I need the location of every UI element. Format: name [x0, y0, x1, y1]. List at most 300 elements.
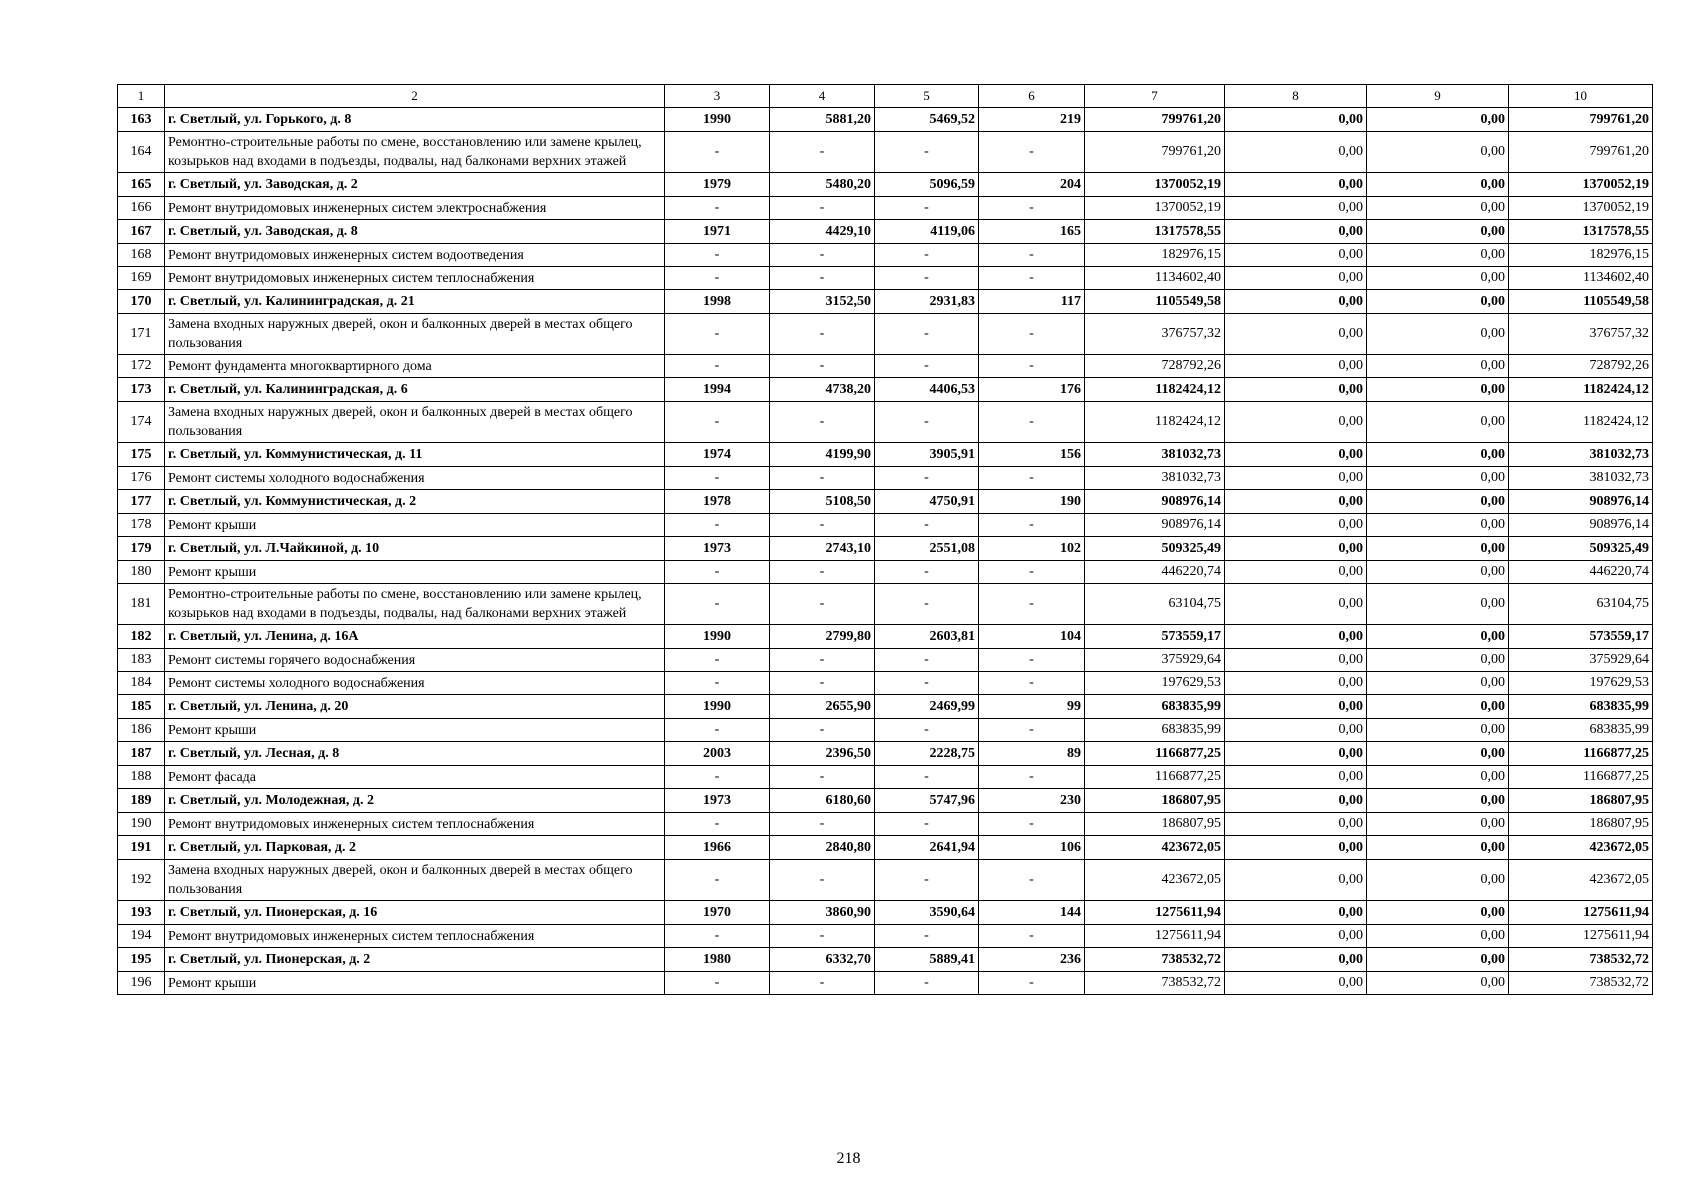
cost-total-cell: 381032,73	[1085, 443, 1225, 467]
federal-funds-cell: 0,00	[1225, 948, 1367, 972]
residents-cell: 106	[979, 836, 1085, 860]
area-living-cell: -	[875, 972, 979, 995]
regional-funds-cell: 0,00	[1367, 789, 1509, 813]
regional-funds-cell: 0,00	[1367, 173, 1509, 197]
residents-cell: -	[979, 719, 1085, 742]
regional-funds-cell: 0,00	[1367, 267, 1509, 290]
area-living-cell: 2469,99	[875, 695, 979, 719]
regional-funds-cell: 0,00	[1367, 672, 1509, 695]
table-body	[118, 85, 1653, 995]
regional-funds-cell: 0,00	[1367, 378, 1509, 402]
residents-cell: -	[979, 649, 1085, 672]
owner-funds-cell: 63104,75	[1509, 584, 1653, 625]
federal-funds-cell: 0,00	[1225, 860, 1367, 901]
area-total-cell: 2799,80	[770, 625, 875, 649]
residents-cell: -	[979, 972, 1085, 995]
year-cell: -	[665, 267, 770, 290]
year-cell: 1994	[665, 378, 770, 402]
cost-total-cell: 683835,99	[1085, 695, 1225, 719]
regional-funds-cell: 0,00	[1367, 402, 1509, 443]
description-cell: г. Светлый, ул. Ленина, д. 20	[165, 695, 665, 719]
description-cell: г. Светлый, ул. Пионерская, д. 2	[165, 948, 665, 972]
residents-cell: -	[979, 267, 1085, 290]
row-number: 188	[118, 766, 165, 789]
area-total-cell: 2655,90	[770, 695, 875, 719]
owner-funds-cell: 1317578,55	[1509, 220, 1653, 244]
area-total-cell: 2396,50	[770, 742, 875, 766]
row-number: 163	[118, 108, 165, 132]
federal-funds-cell: 0,00	[1225, 132, 1367, 173]
regional-funds-cell: 0,00	[1367, 561, 1509, 584]
area-total-cell: 4429,10	[770, 220, 875, 244]
area-living-cell: -	[875, 267, 979, 290]
residents-cell: -	[979, 402, 1085, 443]
description-cell: Замена входных наружных дверей, окон и балконных дверей в местах общего пользования	[165, 402, 665, 443]
owner-funds-cell: 375929,64	[1509, 649, 1653, 672]
cost-total-cell: 1370052,19	[1085, 197, 1225, 220]
address-row	[118, 220, 1653, 244]
work-row	[118, 314, 1653, 355]
cost-total-cell: 1182424,12	[1085, 378, 1225, 402]
area-total-cell: 5108,50	[770, 490, 875, 514]
column-header: 3	[665, 85, 770, 108]
page-number: 218	[836, 1150, 861, 1167]
area-total-cell: -	[770, 584, 875, 625]
row-number: 182	[118, 625, 165, 649]
address-row	[118, 948, 1653, 972]
description-cell: г. Светлый, ул. Калининградская, д. 6	[165, 378, 665, 402]
row-number: 176	[118, 467, 165, 490]
residents-cell: 156	[979, 443, 1085, 467]
regional-funds-cell: 0,00	[1367, 514, 1509, 537]
description-cell: г. Светлый, ул. Коммунистическая, д. 2	[165, 490, 665, 514]
owner-funds-cell: 908976,14	[1509, 490, 1653, 514]
residents-cell: 89	[979, 742, 1085, 766]
row-number: 183	[118, 649, 165, 672]
year-cell: -	[665, 355, 770, 378]
row-number: 170	[118, 290, 165, 314]
regional-funds-cell: 0,00	[1367, 443, 1509, 467]
description-cell: Ремонт внутридомовых инженерных систем водоотведения	[165, 244, 665, 267]
owner-funds-cell: 1134602,40	[1509, 267, 1653, 290]
area-total-cell: -	[770, 860, 875, 901]
area-living-cell: 5469,52	[875, 108, 979, 132]
year-cell: 1973	[665, 789, 770, 813]
cost-total-cell: 1370052,19	[1085, 173, 1225, 197]
work-row	[118, 402, 1653, 443]
cost-total-cell: 1182424,12	[1085, 402, 1225, 443]
year-cell: -	[665, 719, 770, 742]
cost-total-cell: 182976,15	[1085, 244, 1225, 267]
area-living-cell: 3905,91	[875, 443, 979, 467]
cost-total-cell: 738532,72	[1085, 948, 1225, 972]
year-cell: 1973	[665, 537, 770, 561]
work-row	[118, 649, 1653, 672]
row-number: 184	[118, 672, 165, 695]
cost-total-cell: 509325,49	[1085, 537, 1225, 561]
work-row	[118, 197, 1653, 220]
year-cell: 1990	[665, 695, 770, 719]
area-total-cell: -	[770, 355, 875, 378]
description-cell: Ремонт крыши	[165, 514, 665, 537]
residents-cell: 144	[979, 901, 1085, 925]
description-cell: Ремонт внутридомовых инженерных систем электроснабжения	[165, 197, 665, 220]
column-header: 1	[118, 85, 165, 108]
year-cell: -	[665, 672, 770, 695]
cost-total-cell: 446220,74	[1085, 561, 1225, 584]
federal-funds-cell: 0,00	[1225, 402, 1367, 443]
cost-total-cell: 375929,64	[1085, 649, 1225, 672]
cost-total-cell: 573559,17	[1085, 625, 1225, 649]
residents-cell: -	[979, 467, 1085, 490]
row-number: 171	[118, 314, 165, 355]
owner-funds-cell: 376757,32	[1509, 314, 1653, 355]
row-number: 167	[118, 220, 165, 244]
row-number: 186	[118, 719, 165, 742]
description-cell: г. Светлый, ул. Заводская, д. 2	[165, 173, 665, 197]
year-cell: -	[665, 244, 770, 267]
column-header: 7	[1085, 85, 1225, 108]
cost-total-cell: 1317578,55	[1085, 220, 1225, 244]
cost-total-cell: 908976,14	[1085, 490, 1225, 514]
address-row	[118, 836, 1653, 860]
column-header: 5	[875, 85, 979, 108]
description-cell: г. Светлый, ул. Калининградская, д. 21	[165, 290, 665, 314]
year-cell: 1980	[665, 948, 770, 972]
regional-funds-cell: 0,00	[1367, 625, 1509, 649]
area-total-cell: -	[770, 514, 875, 537]
residents-cell: 204	[979, 173, 1085, 197]
row-number: 196	[118, 972, 165, 995]
row-number: 192	[118, 860, 165, 901]
description-cell: Замена входных наружных дверей, окон и балконных дверей в местах общего пользования	[165, 314, 665, 355]
residents-cell: 176	[979, 378, 1085, 402]
cost-total-cell: 738532,72	[1085, 972, 1225, 995]
area-living-cell: -	[875, 561, 979, 584]
description-cell: г. Светлый, ул. Молодежная, д. 2	[165, 789, 665, 813]
address-row	[118, 695, 1653, 719]
area-total-cell: 4199,90	[770, 443, 875, 467]
federal-funds-cell: 0,00	[1225, 244, 1367, 267]
residents-cell: 99	[979, 695, 1085, 719]
row-number: 187	[118, 742, 165, 766]
residents-cell: 236	[979, 948, 1085, 972]
regional-funds-cell: 0,00	[1367, 836, 1509, 860]
area-living-cell: 2641,94	[875, 836, 979, 860]
residents-cell: -	[979, 766, 1085, 789]
year-cell: -	[665, 314, 770, 355]
work-row	[118, 925, 1653, 948]
residents-cell: 102	[979, 537, 1085, 561]
residents-cell: -	[979, 197, 1085, 220]
description-cell: г. Светлый, ул. Лесная, д. 8	[165, 742, 665, 766]
area-living-cell: -	[875, 766, 979, 789]
address-row	[118, 490, 1653, 514]
federal-funds-cell: 0,00	[1225, 813, 1367, 836]
row-number: 172	[118, 355, 165, 378]
area-total-cell: 3860,90	[770, 901, 875, 925]
year-cell: 1974	[665, 443, 770, 467]
column-header: 8	[1225, 85, 1367, 108]
regional-funds-cell: 0,00	[1367, 197, 1509, 220]
regional-funds-cell: 0,00	[1367, 695, 1509, 719]
federal-funds-cell: 0,00	[1225, 108, 1367, 132]
work-row	[118, 672, 1653, 695]
area-living-cell: -	[875, 925, 979, 948]
area-living-cell: -	[875, 355, 979, 378]
federal-funds-cell: 0,00	[1225, 836, 1367, 860]
owner-funds-cell: 1275611,94	[1509, 925, 1653, 948]
address-row	[118, 537, 1653, 561]
row-number: 194	[118, 925, 165, 948]
regional-funds-cell: 0,00	[1367, 860, 1509, 901]
work-row	[118, 355, 1653, 378]
area-total-cell: -	[770, 244, 875, 267]
description-cell: Ремонт системы холодного водоснабжения	[165, 672, 665, 695]
cost-total-cell: 186807,95	[1085, 813, 1225, 836]
owner-funds-cell: 381032,73	[1509, 443, 1653, 467]
regional-funds-cell: 0,00	[1367, 314, 1509, 355]
area-living-cell: -	[875, 314, 979, 355]
description-cell: г. Светлый, ул. Парковая, д. 2	[165, 836, 665, 860]
regional-funds-cell: 0,00	[1367, 766, 1509, 789]
row-number: 179	[118, 537, 165, 561]
address-row	[118, 742, 1653, 766]
year-cell: -	[665, 561, 770, 584]
area-total-cell: -	[770, 561, 875, 584]
work-row	[118, 766, 1653, 789]
area-total-cell: -	[770, 925, 875, 948]
year-cell: -	[665, 813, 770, 836]
year-cell: 1966	[665, 836, 770, 860]
owner-funds-cell: 573559,17	[1509, 625, 1653, 649]
cost-total-cell: 683835,99	[1085, 719, 1225, 742]
year-cell: -	[665, 132, 770, 173]
owner-funds-cell: 1105549,58	[1509, 290, 1653, 314]
row-number: 169	[118, 267, 165, 290]
owner-funds-cell: 1182424,12	[1509, 378, 1653, 402]
year-cell: -	[665, 649, 770, 672]
column-header: 9	[1367, 85, 1509, 108]
area-total-cell: -	[770, 813, 875, 836]
area-living-cell: -	[875, 197, 979, 220]
work-row	[118, 719, 1653, 742]
owner-funds-cell: 1182424,12	[1509, 402, 1653, 443]
residents-cell: -	[979, 813, 1085, 836]
residents-cell: 230	[979, 789, 1085, 813]
area-total-cell: -	[770, 649, 875, 672]
regional-funds-cell: 0,00	[1367, 490, 1509, 514]
year-cell: 1990	[665, 625, 770, 649]
year-cell: 1990	[665, 108, 770, 132]
area-living-cell: -	[875, 649, 979, 672]
regional-funds-cell: 0,00	[1367, 244, 1509, 267]
federal-funds-cell: 0,00	[1225, 537, 1367, 561]
residents-cell: -	[979, 355, 1085, 378]
work-row	[118, 972, 1653, 995]
description-cell: Ремонт внутридомовых инженерных систем теплоснабжения	[165, 925, 665, 948]
description-cell: г. Светлый, ул. Пионерская, д. 16	[165, 901, 665, 925]
federal-funds-cell: 0,00	[1225, 378, 1367, 402]
residents-cell: -	[979, 244, 1085, 267]
area-living-cell: 2931,83	[875, 290, 979, 314]
federal-funds-cell: 0,00	[1225, 584, 1367, 625]
address-row	[118, 173, 1653, 197]
owner-funds-cell: 1370052,19	[1509, 197, 1653, 220]
area-total-cell: 6180,60	[770, 789, 875, 813]
residents-cell: 117	[979, 290, 1085, 314]
description-cell: Ремонтно-строительные работы по смене, восстановлению или замене крылец, козырьков над входами в подъезды, подвалы, над балконами верхних этажей	[165, 132, 665, 173]
repair-program-table	[117, 84, 1653, 995]
row-number: 191	[118, 836, 165, 860]
residents-cell: -	[979, 314, 1085, 355]
residents-cell: -	[979, 672, 1085, 695]
year-cell: 1979	[665, 173, 770, 197]
description-cell: Ремонт внутридомовых инженерных систем теплоснабжения	[165, 267, 665, 290]
area-living-cell: -	[875, 584, 979, 625]
cost-total-cell: 799761,20	[1085, 132, 1225, 173]
description-cell: Ремонтно-строительные работы по смене, восстановлению или замене крылец, козырьков над входами в подъезды, подвалы, над балконами верхних этажей	[165, 584, 665, 625]
row-number: 178	[118, 514, 165, 537]
regional-funds-cell: 0,00	[1367, 537, 1509, 561]
area-living-cell: -	[875, 402, 979, 443]
address-row	[118, 443, 1653, 467]
owner-funds-cell: 683835,99	[1509, 719, 1653, 742]
owner-funds-cell: 509325,49	[1509, 537, 1653, 561]
description-cell: Ремонт фундамента многоквартирного дома	[165, 355, 665, 378]
residents-cell: 104	[979, 625, 1085, 649]
area-total-cell: -	[770, 267, 875, 290]
owner-funds-cell: 423672,05	[1509, 860, 1653, 901]
row-number: 193	[118, 901, 165, 925]
row-number: 173	[118, 378, 165, 402]
area-total-cell: -	[770, 467, 875, 490]
cost-total-cell: 728792,26	[1085, 355, 1225, 378]
federal-funds-cell: 0,00	[1225, 290, 1367, 314]
federal-funds-cell: 0,00	[1225, 742, 1367, 766]
area-living-cell: 3590,64	[875, 901, 979, 925]
area-total-cell: -	[770, 402, 875, 443]
year-cell: -	[665, 197, 770, 220]
description-cell: г. Светлый, ул. Ленина, д. 16А	[165, 625, 665, 649]
year-cell: -	[665, 925, 770, 948]
federal-funds-cell: 0,00	[1225, 220, 1367, 244]
owner-funds-cell: 683835,99	[1509, 695, 1653, 719]
area-living-cell: 4750,91	[875, 490, 979, 514]
owner-funds-cell: 381032,73	[1509, 467, 1653, 490]
residents-cell: -	[979, 860, 1085, 901]
year-cell: 1978	[665, 490, 770, 514]
description-cell: Ремонт внутридомовых инженерных систем теплоснабжения	[165, 813, 665, 836]
owner-funds-cell: 1370052,19	[1509, 173, 1653, 197]
description-cell: г. Светлый, ул. Л.Чайкиной, д. 10	[165, 537, 665, 561]
column-header: 2	[165, 85, 665, 108]
regional-funds-cell: 0,00	[1367, 132, 1509, 173]
address-row	[118, 625, 1653, 649]
description-cell: Ремонт системы горячего водоснабжения	[165, 649, 665, 672]
area-total-cell: 3152,50	[770, 290, 875, 314]
federal-funds-cell: 0,00	[1225, 925, 1367, 948]
area-living-cell: 5096,59	[875, 173, 979, 197]
federal-funds-cell: 0,00	[1225, 490, 1367, 514]
owner-funds-cell: 182976,15	[1509, 244, 1653, 267]
cost-total-cell: 381032,73	[1085, 467, 1225, 490]
work-row	[118, 813, 1653, 836]
regional-funds-cell: 0,00	[1367, 649, 1509, 672]
area-living-cell: 2603,81	[875, 625, 979, 649]
regional-funds-cell: 0,00	[1367, 290, 1509, 314]
regional-funds-cell: 0,00	[1367, 901, 1509, 925]
row-number: 185	[118, 695, 165, 719]
area-total-cell: -	[770, 719, 875, 742]
area-total-cell: -	[770, 972, 875, 995]
area-total-cell: 2743,10	[770, 537, 875, 561]
federal-funds-cell: 0,00	[1225, 901, 1367, 925]
cost-total-cell: 908976,14	[1085, 514, 1225, 537]
regional-funds-cell: 0,00	[1367, 108, 1509, 132]
owner-funds-cell: 197629,53	[1509, 672, 1653, 695]
regional-funds-cell: 0,00	[1367, 584, 1509, 625]
regional-funds-cell: 0,00	[1367, 355, 1509, 378]
owner-funds-cell: 1166877,25	[1509, 766, 1653, 789]
row-number: 181	[118, 584, 165, 625]
owner-funds-cell: 799761,20	[1509, 132, 1653, 173]
cost-total-cell: 63104,75	[1085, 584, 1225, 625]
cost-total-cell: 1275611,94	[1085, 901, 1225, 925]
cost-total-cell: 423672,05	[1085, 860, 1225, 901]
regional-funds-cell: 0,00	[1367, 719, 1509, 742]
area-living-cell: -	[875, 860, 979, 901]
area-living-cell: 5747,96	[875, 789, 979, 813]
column-header: 10	[1509, 85, 1653, 108]
description-cell: г. Светлый, ул. Горького, д. 8	[165, 108, 665, 132]
description-cell: Ремонт крыши	[165, 972, 665, 995]
row-number: 175	[118, 443, 165, 467]
area-total-cell: -	[770, 132, 875, 173]
address-row	[118, 901, 1653, 925]
regional-funds-cell: 0,00	[1367, 948, 1509, 972]
area-living-cell: -	[875, 467, 979, 490]
federal-funds-cell: 0,00	[1225, 443, 1367, 467]
row-number: 177	[118, 490, 165, 514]
work-row	[118, 584, 1653, 625]
regional-funds-cell: 0,00	[1367, 925, 1509, 948]
owner-funds-cell: 728792,26	[1509, 355, 1653, 378]
description-cell: Ремонт крыши	[165, 561, 665, 584]
work-row	[118, 467, 1653, 490]
federal-funds-cell: 0,00	[1225, 314, 1367, 355]
owner-funds-cell: 799761,20	[1509, 108, 1653, 132]
year-cell: 2003	[665, 742, 770, 766]
row-number: 165	[118, 173, 165, 197]
year-cell: 1998	[665, 290, 770, 314]
work-row	[118, 244, 1653, 267]
row-number: 180	[118, 561, 165, 584]
federal-funds-cell: 0,00	[1225, 514, 1367, 537]
federal-funds-cell: 0,00	[1225, 672, 1367, 695]
address-row	[118, 789, 1653, 813]
area-total-cell: 5881,20	[770, 108, 875, 132]
area-living-cell: -	[875, 813, 979, 836]
description-cell: Ремонт фасада	[165, 766, 665, 789]
row-number: 168	[118, 244, 165, 267]
description-cell: Замена входных наружных дверей, окон и балконных дверей в местах общего пользования	[165, 860, 665, 901]
address-row	[118, 378, 1653, 402]
column-number-header-row	[118, 85, 1653, 108]
area-living-cell: 2551,08	[875, 537, 979, 561]
federal-funds-cell: 0,00	[1225, 695, 1367, 719]
owner-funds-cell: 738532,72	[1509, 948, 1653, 972]
